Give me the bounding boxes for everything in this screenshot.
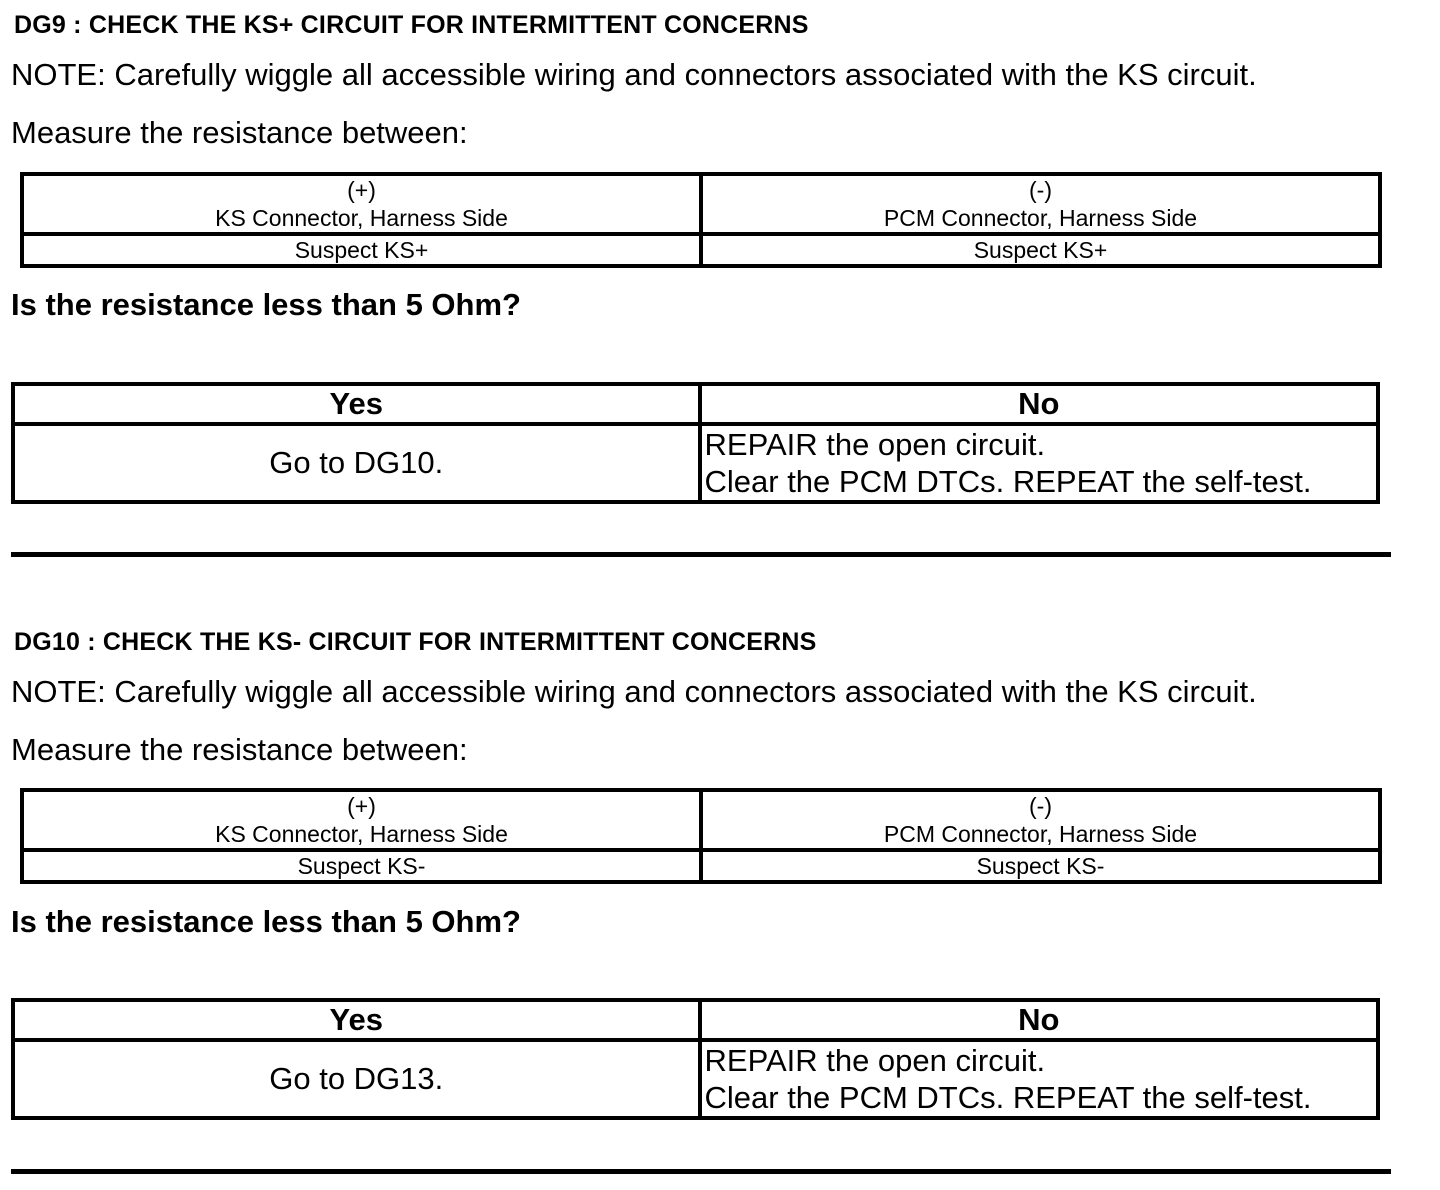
plus-sign: (+)	[347, 793, 376, 819]
resistance-question: Is the resistance less than 5 Ohm?	[11, 287, 521, 322]
section-heading-dg10: DG10 : CHECK THE KS- CIRCUIT FOR INTERMITTENT CONCERNS	[14, 628, 817, 656]
minus-connector: PCM Connector, Harness Side	[883, 821, 1198, 847]
plus-pin: Suspect KS+	[22, 234, 701, 266]
note-text: NOTE: Carefully wiggle all accessible wiring and connectors associated with the KS circuit.	[11, 674, 1257, 709]
no-action-line: Clear the PCM DTCs. REPEAT the self-test.	[704, 1080, 1312, 1115]
no-header: No	[700, 1000, 1379, 1040]
yes-no-table	[11, 382, 1380, 504]
section-divider	[11, 552, 1391, 557]
yes-header: Yes	[13, 384, 700, 424]
yes-no-table	[11, 998, 1380, 1120]
note-text: NOTE: Carefully wiggle all accessible wiring and connectors associated with the KS circuit.	[11, 57, 1257, 92]
minus-pin: Suspect KS-	[701, 850, 1380, 882]
plus-pin: Suspect KS-	[22, 850, 701, 882]
yes-action: Go to DG13.	[13, 1040, 700, 1118]
minus-sign: (-)	[1029, 177, 1052, 203]
no-action	[700, 424, 1379, 502]
minus-probe-cell	[701, 790, 1380, 850]
minus-probe-cell	[701, 174, 1380, 234]
section-heading-dg9: DG9 : CHECK THE KS+ CIRCUIT FOR INTERMITTENT CONCERNS	[14, 11, 809, 39]
measurement-table	[20, 788, 1382, 884]
section-divider	[11, 1169, 1391, 1174]
minus-connector: PCM Connector, Harness Side	[883, 205, 1198, 231]
no-header: No	[700, 384, 1379, 424]
measure-instruction: Measure the resistance between:	[11, 115, 468, 150]
plus-connector: KS Connector, Harness Side	[215, 821, 508, 847]
plus-connector: KS Connector, Harness Side	[215, 205, 508, 231]
plus-sign: (+)	[347, 177, 376, 203]
minus-sign: (-)	[1029, 793, 1052, 819]
plus-probe-cell	[22, 790, 701, 850]
measure-instruction: Measure the resistance between:	[11, 732, 468, 767]
yes-action: Go to DG10.	[13, 424, 700, 502]
minus-pin: Suspect KS+	[701, 234, 1380, 266]
yes-header: Yes	[13, 1000, 700, 1040]
no-action-line: Clear the PCM DTCs. REPEAT the self-test.	[704, 464, 1312, 499]
no-action	[700, 1040, 1379, 1118]
resistance-question: Is the resistance less than 5 Ohm?	[11, 904, 521, 939]
plus-probe-cell	[22, 174, 701, 234]
no-action-line: REPAIR the open circuit.	[704, 1043, 1046, 1078]
no-action-line: REPAIR the open circuit.	[704, 427, 1046, 462]
measurement-table	[20, 172, 1382, 268]
